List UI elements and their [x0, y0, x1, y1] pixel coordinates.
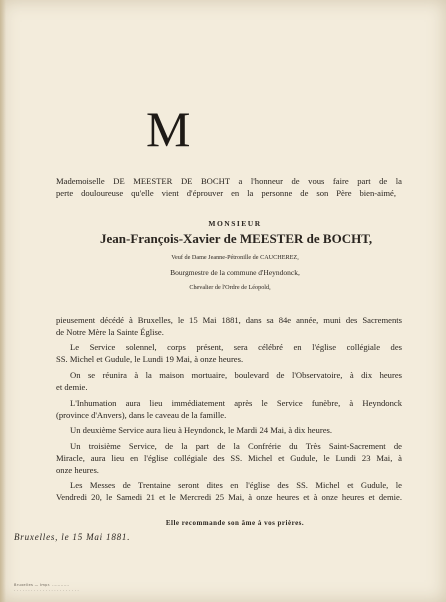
intro-line-2: perte douloureuse qu'elle vient d'éprouver en la personne de son Père bien-aimé,	[56, 188, 396, 198]
body-line-13: Les Messes de Trentaine seront dites en l'église des SS. Michel et Gudule, le	[70, 480, 402, 490]
deceased-name: Jean-François-Xavier de MEESTER de BOCHT,	[100, 231, 373, 246]
date-place: Bruxelles, le 15 Mai 1881.	[14, 532, 131, 542]
body-line-3: Le Service solennel, corps présent, sera célébré en l'église collégiale des	[70, 342, 402, 352]
mayor-line: Bourgmestre de la commune d'Heyndonck,	[170, 268, 300, 277]
body-line-8: (province d'Anvers), dans le caveau de la famille.	[56, 410, 227, 420]
printer-line-2: . . . . . . . . . . . . . . . . . . . . . . .	[14, 587, 79, 592]
body-line-1: pieusement décédé à Bruxelles, le 15 Mai 1881, dans sa 84e année, muni des Sacrements	[56, 315, 402, 325]
body-line-5: On se réunira à la maison mortuaire, boulevard de l'Observatoire, à dix heures	[70, 370, 402, 380]
title-monsieur: MONSIEUR	[208, 219, 262, 228]
body-line-14: Vendredi 20, le Samedi 21 et le Mercredi 25 Mai, à onze heures et à onze heures et demie.	[56, 492, 402, 502]
knight-line: Chevalier de l'Ordre de Léopold,	[189, 284, 271, 291]
intro-line-1: Mademoiselle DE MEESTER DE BOCHT a l'honneur de vous faire part de la	[56, 176, 402, 186]
printer-line-1: Bruxelles — Impr. ............	[14, 583, 70, 587]
body-line-10: Un troisième Service, de la part de la Confrérie du Très Saint-Sacrement de	[70, 441, 402, 451]
paper-edge-stain	[0, 0, 6, 602]
printer-imprint	[14, 583, 184, 592]
recommendation-line: Elle recommande son âme à vos prières.	[165, 519, 305, 527]
body-line-12: onze heures.	[56, 465, 99, 475]
body-line-4: SS. Michel et Gudule, le Lundi 19 Mai, à onze heures.	[56, 354, 244, 364]
body-line-6: et demie.	[56, 382, 88, 392]
body-line-7: L'Inhumation aura lieu immédiatement après le Service funèbre, à Heyndonck	[70, 398, 402, 408]
initial-letter: M	[146, 101, 191, 157]
body-line-9: Un deuxième Service aura lieu à Heyndonck, le Mardi 24 Mai, à dix heures.	[70, 425, 333, 435]
body-line-11: Miracle, aura lieu en l'église collégiale des SS. Michel et Gudule, le Lundi 23 Mai, à	[56, 453, 402, 463]
body-line-2: de Notre Mère la Sainte Église.	[56, 327, 164, 337]
widower-line: Veuf de Dame Jeanne-Pétronille de CAUCHEREZ,	[171, 254, 299, 261]
